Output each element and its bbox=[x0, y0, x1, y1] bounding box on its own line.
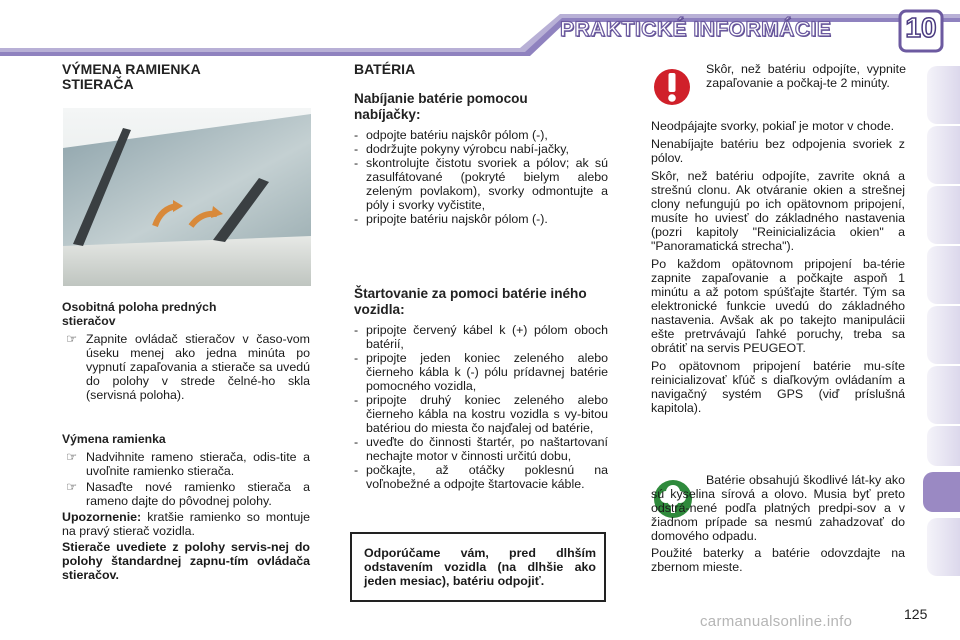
wiper-replacement bbox=[62, 432, 310, 582]
list-item: - pripojte jeden koniec zeleného alebo čierneho kábla k (-) pólu prídavnej batérie pomocného vozidla, bbox=[354, 351, 608, 393]
note-text: kratšie ramienko so montuje na pravý stierač vozidla. bbox=[62, 510, 311, 538]
page-number: 125 bbox=[904, 606, 928, 622]
paragraph: Po opätovnom pripojení batérie mu-síte reinicializovať kľúč s diaľkovým ovládaním a navigačný systém GPS (viď príslušná kapitola). bbox=[651, 359, 905, 415]
chapter-tab[interactable] bbox=[927, 306, 960, 364]
subheading-jump-start: Štartovanie za pomoci batérie iného vozidla: bbox=[354, 286, 587, 317]
subheading-replacement: Výmena ramienka bbox=[62, 432, 166, 446]
exclamation-warning-icon bbox=[652, 64, 692, 110]
list-item: - počkajte, až otáčky poklesnú na voľnobežné a odpojte štartovacie káble. bbox=[354, 463, 608, 491]
subheading-charging: Nabíjanie batérie pomocou nabíjačky: bbox=[354, 91, 528, 122]
recommendation-box: Odporúčame vám, pred dlhším odstavením vozidla (na dlhšie ako jeden mesiac), batériu odpojiť. bbox=[350, 532, 606, 602]
chapter-tabs bbox=[927, 66, 960, 626]
paragraph: Neodpájajte svorky, pokiaľ je motor v chode. bbox=[651, 119, 895, 133]
eco-text: Batérie obsahujú škodlivé lát-ky ako sú kyselina sírová a olovo. Musia byť preto odstrá-nené podľa platných predpi-sov a v žiadnom prípade sa nesmú zahadzovať do domového odpadu. bbox=[651, 473, 905, 543]
list-item: - odpojte batériu najskôr pólom (-), bbox=[354, 128, 608, 142]
section-heading-wiper: VÝMENA RAMIENKA STIERAČA bbox=[62, 61, 201, 92]
subheading-special-position: Osobitná poloha predných stieračov bbox=[62, 300, 217, 328]
watermark: carmanualsonline.info bbox=[700, 613, 853, 630]
list-item-text: Nasaďte nové ramienko stierača a rameno dajte do pôvodnej polohy. bbox=[86, 480, 310, 508]
list-item bbox=[62, 450, 310, 478]
warning-text: Skôr, než batériu odpojíte, vypnite zapaľovanie a počkaj-te 2 minúty. bbox=[706, 62, 906, 90]
chapter-tab[interactable] bbox=[927, 518, 960, 576]
eco-text-2: Použité baterky a batérie odovzdajte na zbernom mieste. bbox=[651, 546, 905, 574]
list-item-text: Nadvihnite rameno stierača, odis-tite a uvoľnite ramienko stierača. bbox=[86, 450, 310, 478]
paragraph: Nenabíjajte batériu bez odpojenia svoriek z pólov. bbox=[651, 137, 905, 165]
charging-steps bbox=[354, 128, 608, 226]
chapter-tab[interactable] bbox=[927, 366, 960, 424]
list-item bbox=[62, 480, 310, 508]
pointing-hand-icon: ☞ bbox=[66, 480, 78, 494]
chapter-tab[interactable] bbox=[927, 426, 960, 466]
jump-start-section bbox=[354, 286, 608, 491]
list-item-text: Zapnite ovládač stieračov v časo-vom úseku menej ako jedna minúta po vypnutí zapaľovania a stierače sa uvedú do polohy v strede čelné-ho skla (servisná poloha). bbox=[86, 332, 310, 402]
right-column bbox=[651, 119, 905, 415]
pointing-hand-icon: ☞ bbox=[66, 332, 78, 346]
list-item: - pripojte druhý koniec zeleného alebo čierneho kábla na kostru vozidla s vy-bitou batériou do miesta čo najďalej od batérie, bbox=[354, 393, 608, 435]
section-heading-battery: BATÉRIA bbox=[354, 61, 416, 77]
final-instruction: Stierače uvediete z polohy servis-nej do polohy štandardnej zapnu-tím ovládača stieračov. bbox=[62, 540, 310, 582]
note-label: Upozornenie: bbox=[62, 510, 142, 524]
chapter-tab[interactable] bbox=[927, 186, 960, 244]
paragraph: Skôr, než batériu odpojíte, zavrite okná a strešnú clonu. Ak otváranie okien a strešnej clony nefungujú po ich opätovnom pripojení, musíte ho uviesť do základného nastavenia (pozri kapitoly "Reinicializácia okien" a "Panoramatická strecha"). bbox=[651, 169, 905, 253]
chapter-tab[interactable] bbox=[927, 246, 960, 304]
note-paragraph bbox=[62, 510, 310, 538]
list-item: - skontrolujte čistotu svoriek a pólov; ak sú zasulfátované (pokryté bielym alebo zeleným povlakom), svorky odmontujte a póly i svorky vyčistite, bbox=[354, 156, 608, 212]
list-item: - pripojte batériu najskôr pólom (-). bbox=[354, 212, 608, 226]
chapter-number: 10 bbox=[905, 12, 937, 43]
middle-column bbox=[354, 62, 608, 226]
list-item: - dodržujte pokyny výrobcu nabí-jačky, bbox=[354, 142, 608, 156]
pointing-hand-icon: ☞ bbox=[66, 450, 78, 464]
list-item bbox=[62, 332, 310, 402]
paragraph: Po každom opätovnom pripojení ba-térie zapnite zapaľovanie a počkajte aspoň 1 minútu a až potom spúšťajte štartér. Tým sa elektronické funkcie uvedú do základného nastavenia. Avšak ak po takejto manipulácii ešte pretrvávajú ľahké poruchy, treba sa obrátiť na servis PEUGEOT. bbox=[651, 257, 905, 355]
eco-notice bbox=[651, 473, 905, 574]
jump-start-steps bbox=[354, 323, 608, 491]
left-column bbox=[62, 62, 312, 92]
list-item: - pripojte červený kábel k (+) pólom oboch batérií, bbox=[354, 323, 608, 351]
list-item: - uveďte do činnosti štartér, po naštartovaní nechajte motor v činnosti určitú dobu, bbox=[354, 435, 608, 463]
chapter-tab[interactable] bbox=[927, 126, 960, 184]
windshield-wiper-photo bbox=[63, 108, 311, 286]
chapter-tab[interactable] bbox=[927, 66, 960, 124]
chapter-tab-active[interactable] bbox=[923, 472, 960, 512]
wiper-special-position bbox=[62, 300, 310, 402]
page-title: PRAKTICKÉ INFORMÁCIE bbox=[560, 18, 832, 41]
